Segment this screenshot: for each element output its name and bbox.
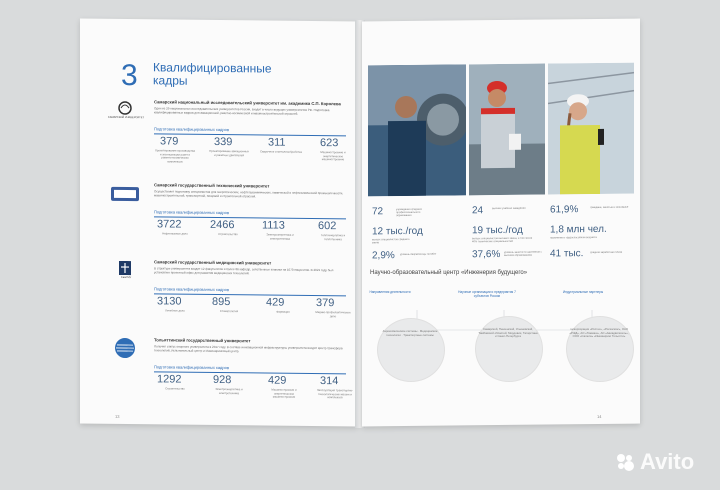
university-block [110, 182, 350, 241]
circle-text: госкорпорации «Ростех», «Роскосмос», ОАО «РЖД», АО «Тяжмаш», АО «Авиадвигатель», ООО «Салюта» «Инжиниринг Тольятти» [569, 327, 629, 339]
stat-label: Электроэнергетика и электротехника [215, 386, 243, 395]
stat-value: 379 [316, 297, 335, 310]
stat-value: 623 [320, 137, 339, 150]
stat-label: Лечебное дело [165, 308, 185, 313]
left-page [80, 19, 358, 427]
stat-value: 602 [318, 220, 337, 233]
university-name: Тольяттинский государственный университет [154, 337, 251, 344]
circle-partners [566, 316, 634, 382]
region-stat-value: 1,8 млн чел. [550, 223, 607, 236]
stat-label: Сварочное и металлообработка [260, 149, 302, 154]
university-name: Самарский государственный технический университет [154, 182, 270, 189]
togliatti-university-logo-icon [108, 337, 142, 361]
university-description: Один из 29 национальных исследовательских университетов России, входит в число ведущих университетов РФ. Подготовка квалифицированных кадров для авиационной, ракетно-космической и машиностроительной отраслей. [154, 106, 330, 116]
section-subtitle: Подготовка квалифицированных кадров [154, 364, 229, 371]
circle-text: Самарской, Пензенской, Ульяновской, Тамбовской областей, Мордовии, Татарстана и Санкт-Петербурга [478, 327, 538, 339]
circle-text: Аэрокосмические системы · Медицинские технологии · Транспортные системы [382, 329, 438, 337]
stat-label: Машиностроение и энергетическое машиностроение [320, 150, 346, 162]
stat-label: Машиностроение и энергетическое машиностроение [271, 387, 297, 399]
stat-label: Электроэнергетика и электротехника [266, 232, 294, 241]
region-stat-label: высших учебных заведения [492, 206, 526, 211]
stat-label: Медико-профилактическое дело [315, 310, 351, 318]
region-stat-value: 19 тыс./год [472, 224, 523, 237]
region-stat-label: выпуск специалистов высшего звена, в том числе 40% технических специальностей [472, 236, 533, 244]
column-heading: Направления деятельности [369, 290, 411, 294]
engineer-photo-1 [368, 64, 466, 196]
samsmu-logo-icon [108, 259, 142, 283]
stat-value: 339 [214, 135, 233, 149]
stat-label: Проектирование авиационных и ракетных двигателей [209, 148, 249, 157]
page-number: 13 [115, 413, 120, 419]
section-subtitle: Подготовка квалифицированных кадров [154, 209, 229, 216]
region-stat-label: средняя заработная плата [590, 250, 623, 255]
divider [154, 293, 346, 296]
region-stat-value: 61,9% [550, 204, 579, 216]
university-name: Самарский государственный медицинский университет [154, 259, 272, 266]
region-stat-value: 24 [472, 205, 484, 217]
region-stat-label: уровень занятости населения с высшим образованием [504, 250, 542, 258]
section-number: 3 [121, 58, 138, 93]
stat-label: Эксплуатация транспортно-технологических машин и комплексов [316, 388, 354, 400]
university-block [107, 99, 350, 164]
logo-caption: СамГМУ [120, 275, 132, 280]
stat-value: 3722 [157, 218, 182, 231]
column-heading: Научные организации и предприятия 7 субъектов России [458, 290, 516, 298]
region-stat-value: 12 тыс./год [372, 225, 423, 238]
region-stat-value: 37,6% [472, 249, 501, 261]
stat-value: 2466 [210, 218, 235, 232]
samara-polytech-logo-icon [108, 184, 142, 208]
stat-label: Стоматология [219, 309, 239, 314]
section-subtitle: Подготовка квалифицированных кадров [154, 286, 229, 293]
section-title: Квалифицированные кадры [153, 60, 272, 88]
stat-value: 429 [266, 296, 285, 309]
page-number: 14 [597, 413, 602, 419]
university-block [110, 337, 354, 400]
stat-label: Строительство [218, 231, 238, 237]
circle-organizations [475, 316, 543, 382]
stat-label: Теплоэнергетика и теплотехника [320, 233, 346, 241]
region-stat-value: 72 [372, 206, 384, 218]
circle-directions [377, 318, 445, 382]
stat-value: 928 [213, 373, 232, 387]
region-stat-label: уровень безработицы по МОТ [400, 252, 437, 257]
samara-university-logo-icon [108, 99, 142, 123]
stat-value: 311 [268, 136, 286, 149]
stat-value: 1292 [157, 373, 182, 386]
region-stat-label: выпуск специалистов среднего звена [372, 237, 410, 245]
stat-label: Проектирование производства и эксплуатации ракет и ракетно-космических комплексов [154, 148, 196, 164]
section-subtitle: Подготовка квалифицированных кадров [154, 126, 229, 133]
stat-value: 895 [212, 295, 231, 309]
region-stat-label: население в трудоспособном возрасте [550, 235, 597, 240]
engineer-photo-2 [469, 64, 545, 196]
stat-label: Нефтегазовое дело [162, 231, 188, 236]
university-description: В структуре университета входит 12 факультетов и более 86 кафедр, собственные клиники на 1070 пациентов. В 2021 году был установлен проектный офис для развития медицинских технологий. [154, 266, 334, 276]
divider [154, 216, 346, 219]
stat-value: 1113 [262, 219, 285, 232]
stat-label: Строительство [165, 386, 185, 391]
region-stat-label: учреждения среднего профессионального образования [396, 207, 423, 218]
stat-value: 379 [160, 135, 179, 148]
center-title: Научно-образовательный центр «Инженерия будущего» [370, 270, 528, 276]
stat-value: 429 [268, 374, 287, 387]
column-heading: Индустриальные партнеры [562, 290, 604, 294]
stat-label: Фармация [276, 309, 290, 314]
region-stat-value: 41 тыс. [550, 248, 584, 260]
university-description: Осуществляет подготовку специалистов для энергетических, нефтегазохимических, химической и нефтехимической промышленности, машиностроительной, транспортной, пищевой и строительной отраслей. [154, 189, 344, 199]
stat-value: 314 [320, 375, 339, 388]
logo-caption: САМАРСКИЙ УНИВЕРСИТЕТ [107, 115, 145, 120]
university-name: Самарский национальный исследовательский университет им. академика С.П. Королева [154, 99, 341, 107]
divider [154, 133, 346, 136]
avito-logo-icon [615, 452, 635, 472]
region-stat-label: граждане, занятые в экономике [590, 205, 629, 210]
region-stat-value: 2,9% [372, 250, 395, 262]
engineer-photo-3 [548, 63, 634, 195]
stat-value: 3130 [157, 295, 182, 308]
divider [154, 371, 346, 374]
university-description: Получил статус опорного университета в 2017 году. В составе инновационной инфраструктуры университета входят Центр трансфера технологий, Испытательный центр и Инжиниринговый центр. [154, 344, 343, 354]
university-block [110, 259, 351, 318]
watermark: Avito [640, 449, 695, 474]
